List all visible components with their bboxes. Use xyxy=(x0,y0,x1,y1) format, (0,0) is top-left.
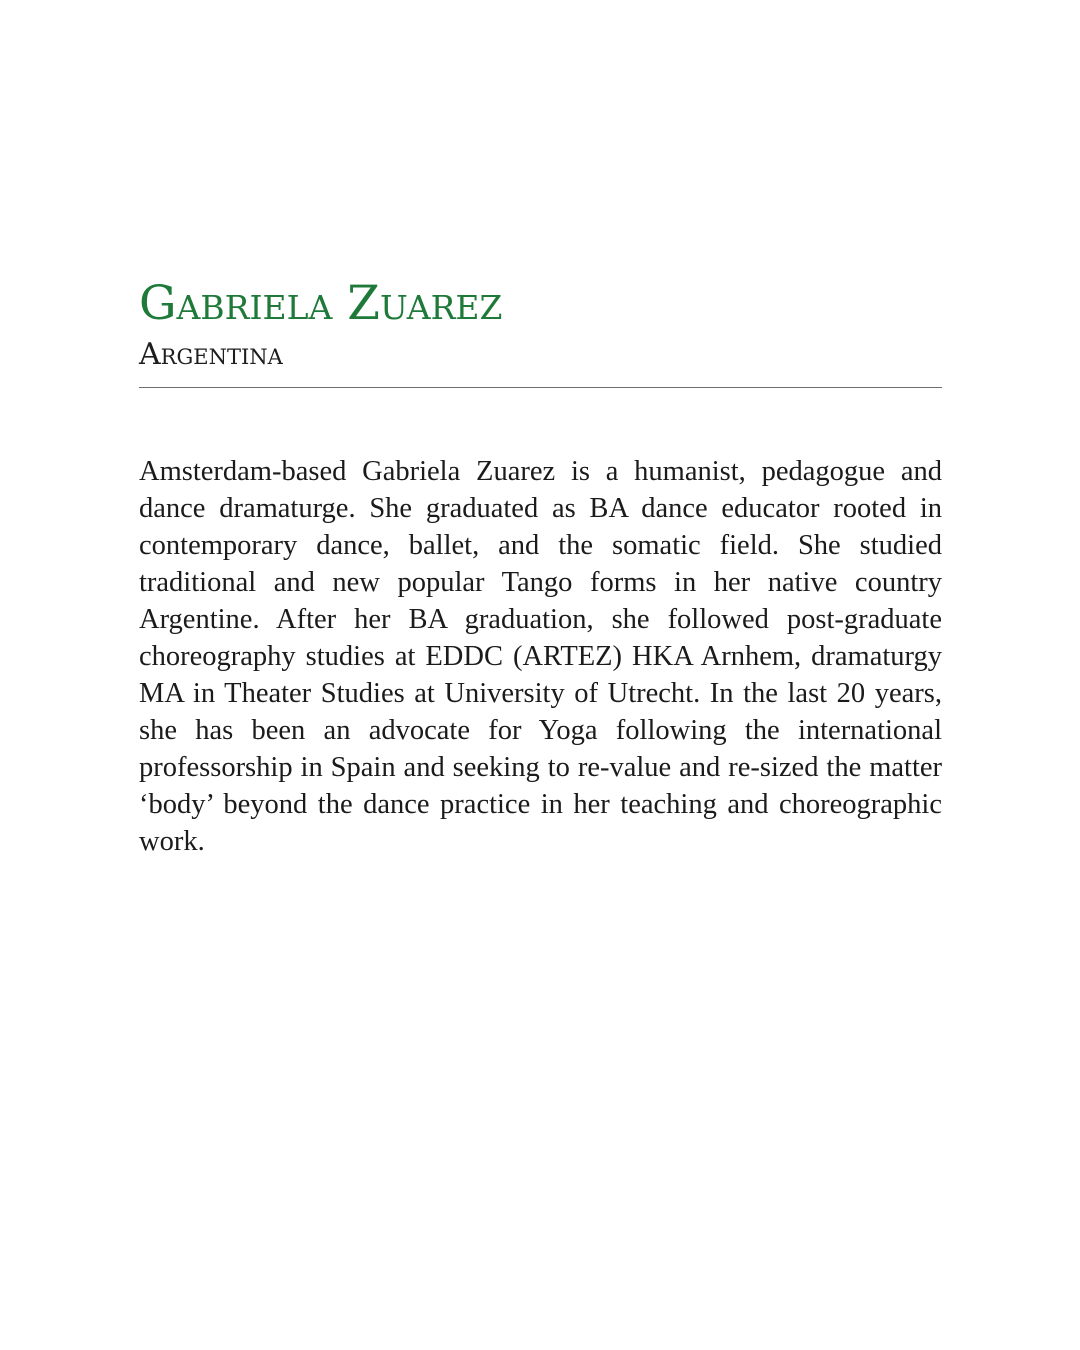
person-country: Argentina xyxy=(139,337,283,372)
person-name: Gabriela Zuarez xyxy=(139,276,503,331)
profile-card xyxy=(139,275,942,860)
divider xyxy=(139,387,942,388)
biography-text: Amsterdam-based Gabriela Zuarez is a humanist, pedagogue and dance dramaturge. She graduated as BA dance educator rooted in contemporary dance, ballet, and the somatic field. She studied traditional and new popular Tango forms in her native country Argentine. After her BA graduation, she followed post-graduate choreography studies at EDDC (ARTEZ) HKA Arnhem, dramaturgy MA in Theater Studies at University of Utrecht. In the last 20 years, she has been an advocate for Yoga following the international professorship in Spain and seeking to re-value and re-sized the matter ‘body’ beyond the dance practice in her teaching and choreographic work. xyxy=(139,456,942,857)
